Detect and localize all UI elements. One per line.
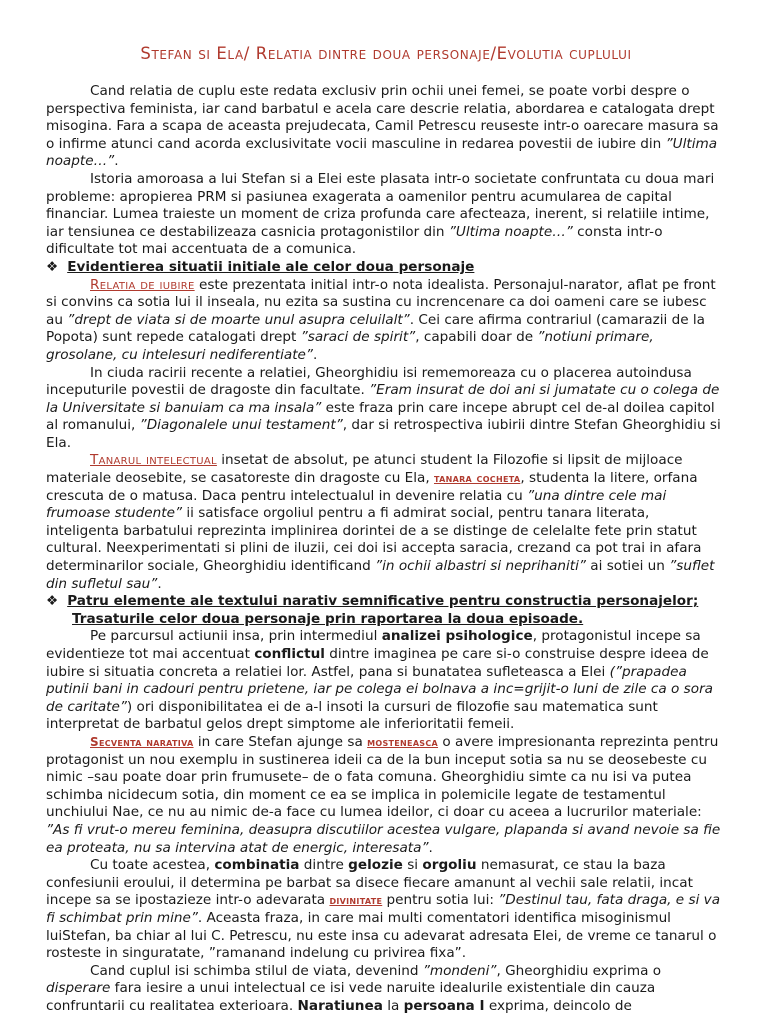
- text-run: Cu toate acestea,: [90, 857, 215, 874]
- text-run: Istoria amoroasa a lui Stefan si a Elei este plasata intr-o societate confruntata cu doua mari probleme: apropierea PRM si pasiunea exagerata a oamenilor pentru acumularea de capital financiar. Lumea traieste un moment de criza profunda care afecteaza, inerent, si relatiile intime, iar tensiunea ce destabilizeaza casnicia protagonistilor din: [46, 170, 715, 240]
- heading-text: Patru elemente ale textului narativ semnificative pentru constructia personajelor;: [67, 593, 699, 610]
- text-run: exprima, deincolo de: [484, 997, 632, 1014]
- text-run: nemasurat, ce stau la baza confesiunii eroului, il determina pe barbat sa disece fiecare amanunt al vechii sale relatii, incat incepe sa se ipostazieze intr-o adevarata: [46, 857, 693, 909]
- quote: ”Ultima noapte…”: [46, 135, 718, 170]
- heading-text: Trasaturile celor doua personaje prin raportarea la doua episoade.: [72, 610, 584, 627]
- quote: ”in ochii albastri si neprihaniti”: [375, 558, 586, 575]
- paragraph-7: [46, 734, 726, 857]
- text-run: , studenta la litere, orfana crescuta de o matusa. Daca pentru intelectualul in devenire relatia cu: [46, 470, 698, 504]
- bold-term: combinatia: [214, 857, 300, 874]
- text-run: consta intr-o dificultate tot mai accentuata de a comunica.: [46, 223, 663, 258]
- keyword: tanara cocheta: [433, 471, 521, 486]
- keyword: Tanarul intelectual: [90, 452, 217, 469]
- section-heading-1: [46, 259, 726, 277]
- text-run: .: [428, 839, 433, 856]
- text-run: fara iesire a unui intelectual ce isi vede naruite idealurile existentiale din cauza confruntarii cu realitatea exterioara.: [46, 980, 656, 1014]
- text-run: o avere impresionanta reprezinta pentru protagonist un nou exemplu in sustinerea ideii ca de la bun inceput sotia sa nu se deosebeste cu nimic –sau poate doar prin frumusete– de o fata comuna. Gheorghidiu simte ca nu isi va putea schimba nicidecum sotia, din moment ce ea se implica in polemicile legate de testamentul unchiului Nae, ce nu au nimic de-a face cu lumea ideilor, ci doar cu aceea a lucrurilor materiale:: [46, 733, 719, 821]
- bold-term: Naratiunea: [297, 997, 383, 1014]
- text-run: ) ori disponibilitatea ei de a-l insoti la cursuri de filozofie sau matematica sunt interpretat de barbatul gelos drept simptome ale inferioritatii femeii.: [46, 698, 658, 733]
- text-run: in care Stefan ajunge sa: [193, 733, 368, 750]
- document-title: Stefan si Ela/ Relatia dintre doua personaje/Evolutia cuplului: [140, 44, 632, 63]
- paragraph-5: [46, 452, 726, 593]
- quote: ”Eram insurat de doi ani si jumatate cu o colega de la Universitate si banuiam ca ma insala”: [46, 382, 720, 416]
- quote: ”notiuni primare, grosolane, cu intelesuri nediferentiate”: [46, 329, 654, 363]
- paragraph-8: [46, 857, 726, 963]
- text-run: dintre: [299, 857, 349, 874]
- paragraph-6: [46, 628, 726, 734]
- text-run: este fraza prin care incepe abrupt cel de-al doilea capitol al romanului,: [46, 399, 715, 434]
- quote: ”Ultima noapte…”: [448, 223, 573, 240]
- heading-text: Evidentierea situatii initiale ale celor doua personaje: [67, 258, 475, 275]
- text-run: , dar si retrospectiva iubirii dintre Stefan Gheorghidiu si Ela.: [46, 417, 721, 451]
- quote: ”saraci de spirit”: [300, 329, 416, 346]
- quote: disperare: [46, 980, 111, 997]
- quote: ”mondeni”: [422, 962, 497, 979]
- text-run: .: [157, 575, 162, 592]
- quote: ”Destinul tau, fata draga, e si va fi schimbat prin mine”: [46, 892, 721, 926]
- keyword: Relatia de iubire: [90, 276, 195, 293]
- text-run: Cand cuplul isi schimba stilul de viata, devenind: [90, 962, 423, 979]
- text-run: In ciuda racirii recente a relatiei, Gheorghidiu isi rememoreaza cu o placerea autoindusa inceputurile povestii de dragoste din facultate.: [46, 364, 692, 399]
- section-heading-2: [46, 593, 726, 628]
- keyword: Secventa narativa: [90, 734, 194, 749]
- text-run: ii satisface orgoliul pentru a fi admirat social, pentru tanara literata, inteligenta barbatului reprezinta implinirea dorintei de a se distinge de celelalte fete prin statut cultural. Neexperimentati si plini de iluzii, cei doi isi accepta saracia, crezand ca pot trai in afara determinarilor sociale, Gheorghidiu identificand: [46, 505, 702, 575]
- text-run: , capabili doar de: [415, 329, 538, 346]
- quote: ”Diagonalele unui testament”: [139, 417, 343, 434]
- paragraph-4: [46, 365, 726, 453]
- text-run: .: [312, 346, 318, 363]
- text-run: Pe parcursul actiunii insa, prin intermediul: [90, 628, 382, 645]
- paragraph-1: [46, 83, 726, 171]
- text-run: , Gheorghidiu exprima o: [496, 962, 662, 979]
- quote: ”As fi vrut-o mereu feminina, deasupra discutiilor acestea vulgare, plapanda si avand nevoie sa fie ea proteata, nu sa intervina atat de energic, interesata”: [46, 821, 721, 856]
- diamond-bullet-icon: ❖: [46, 258, 59, 275]
- quote: ”suflet din sufletul sau”: [46, 558, 715, 592]
- bold-term: persoana I: [403, 997, 485, 1014]
- bold-term: gelozie: [348, 857, 403, 874]
- text-run: .: [114, 153, 119, 170]
- text-run: si: [402, 857, 423, 874]
- text-run: este prezentata initial intr-o nota idealista. Personajul-narator, aflat pe front si convins ca sotia lui il inseala, nu ezita sa sustina cu increncenare ca doi oameni care se iubesc au: [46, 276, 716, 328]
- text-run: insetat de absolut, pe atunci student la Filozofie si lipsit de mijloace materiale deosebite, se casatoreste din dragoste cu Ela,: [46, 452, 683, 487]
- text-run: , protagonistul incepe sa evidentieze tot mai accentuat: [46, 628, 701, 662]
- quote: ”drept de viata si de moarte unul asupra celuilalt”: [67, 311, 410, 328]
- diamond-bullet-icon: ❖: [46, 593, 59, 610]
- paragraph-2: [46, 171, 726, 259]
- text-run: dintre imaginea pe care si-o construise despre ideea de iubire si situatia concreta a relatiei lor. Astfel, pana si bunatatea sufleteasca a Elei: [46, 646, 709, 680]
- text-run: Cand relatia de cuplu este redata exclusiv prin ochii unei femei, se poate vorbi despre o perspectiva feminista, iar cand barbatul e acela care descrie relatia, abordarea e catalogata drept misogina. Fara a scapa de aceasta prejudecata, Camil Petrescu reuseste intr-o oarecare masura sa o infirme atunci cand acorda exclusivitate vocii masculine in redarea povestii de iubire din: [46, 83, 719, 152]
- keyword: mosteneasca: [367, 734, 439, 749]
- text-run: ai sotiei un: [585, 558, 670, 575]
- quote: (”prapadea putinii bani in cadouri pentru prietene, iar pe colega ei bolnava a inc=grijit-o luni de zile ca o sora de caritate”: [46, 663, 713, 715]
- text-run: . Aceasta fraza, in care mai multi comentatori identifica misoginismul luiStefan, ba chiar al lui C. Petrescu, nu este insa cu adevarat adresata Elei, de vreme ce tanarul o rosteste in singuratate, ”ramanand indelung cu privirea fixa”.: [46, 909, 717, 962]
- bold-term: conflictul: [254, 646, 325, 662]
- bold-term: analizei psihologice: [381, 628, 533, 645]
- text-run: . Cei care afirma contrariul (camarazii de la Popota) sunt repede catalogati drept: [46, 311, 706, 346]
- bold-term: orgoliu: [422, 857, 477, 874]
- text-run: la: [382, 997, 404, 1014]
- keyword: divinitate: [329, 893, 383, 908]
- text-run: pentru sotia lui:: [382, 892, 499, 909]
- quote: ”una dintre cele mai frumoase studente”: [46, 487, 667, 522]
- paragraph-9: [46, 963, 726, 1016]
- paragraph-3: [46, 277, 726, 365]
